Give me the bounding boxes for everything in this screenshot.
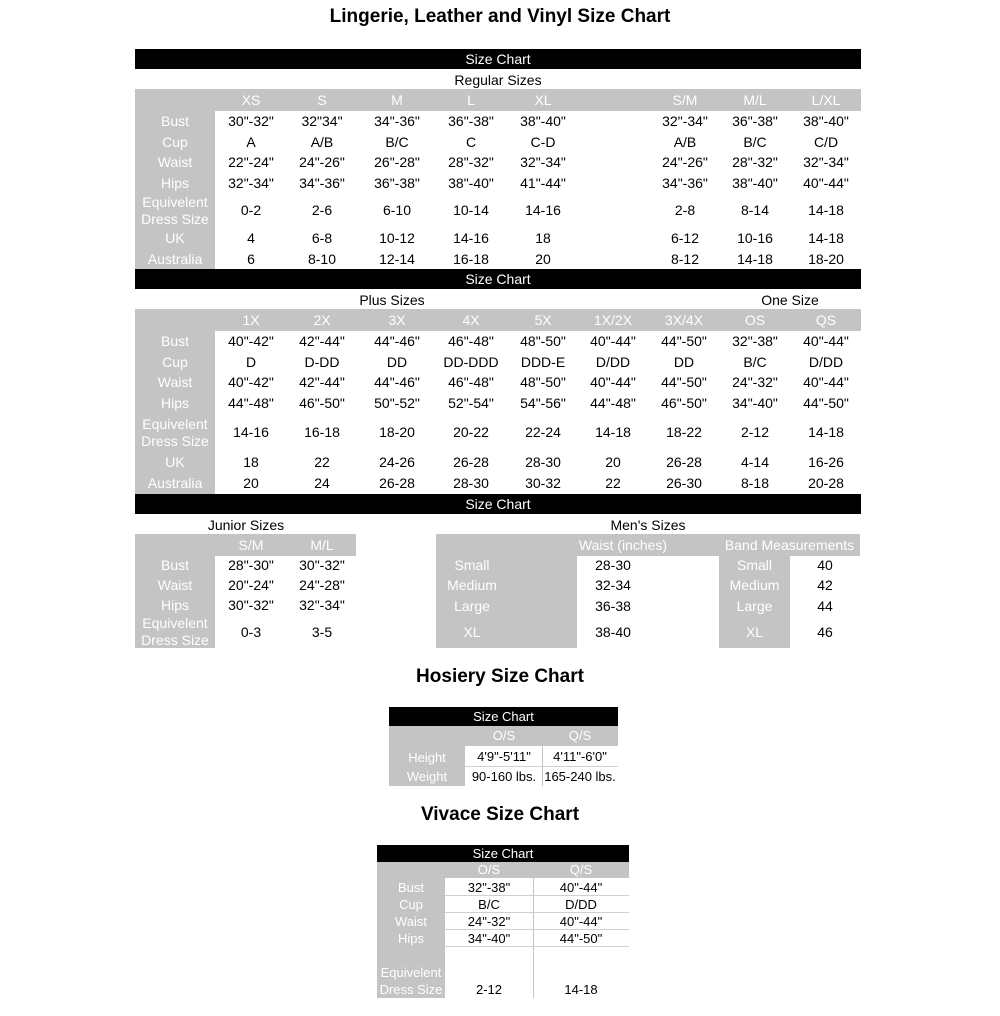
junior-cell: 20"-24" xyxy=(228,577,274,593)
plus-cell: 46"-48" xyxy=(448,333,494,349)
plus-cell: 26-28 xyxy=(453,454,489,470)
regular-cell: 4 xyxy=(247,230,255,246)
regular-cell: B/C xyxy=(385,134,409,150)
regular-cell: 0-2 xyxy=(240,202,262,218)
regular-cell: 8-10 xyxy=(307,251,337,267)
plus-cell: DDD-E xyxy=(520,354,566,370)
mens-band-cell: 40 xyxy=(817,557,833,573)
plus-row-label-bust: Bust xyxy=(160,333,189,349)
junior-cell: 30"-32" xyxy=(299,557,345,573)
regular-row-label-hips: Hips xyxy=(160,174,189,191)
junior-cell: 24"-28" xyxy=(299,577,345,593)
mens-sizes-subtitle: Men's Sizes xyxy=(610,517,686,533)
junior-row-label-hips: Hips xyxy=(160,597,189,613)
regular-cell: 8-12 xyxy=(670,251,700,267)
vivace-cell: 44"-50" xyxy=(559,931,603,946)
plus-cell: 46"-50" xyxy=(661,395,707,411)
hosiery-cell: 4'11"-6'0" xyxy=(553,749,607,764)
mens-band-size-label-medium: Medium xyxy=(729,577,780,593)
regular-cell: 2-8 xyxy=(674,202,696,218)
plus-size-header-1x: 1X xyxy=(242,312,260,328)
regular-cell: 14-18 xyxy=(808,202,844,218)
plus-cell: 20-22 xyxy=(453,424,489,440)
regular-row-label-australia: Australia xyxy=(147,250,203,267)
regular-cell: 18 xyxy=(535,230,551,246)
plus-cell: 40"-42" xyxy=(228,333,274,349)
plus-cell: D-DD xyxy=(304,354,340,370)
hosiery-title: Hosiery Size Chart xyxy=(416,666,584,687)
regular-cell: 32"34" xyxy=(301,113,343,129)
plus-cell: 14-18 xyxy=(808,424,844,440)
regular-cell: 16-18 xyxy=(453,251,489,267)
plus-cell: 44"-48" xyxy=(590,395,636,411)
regular-cell: 18-20 xyxy=(808,251,844,267)
vivace-divider xyxy=(533,878,534,998)
regular-cell: 38"-40" xyxy=(520,113,566,129)
plus-cell: 40"-44" xyxy=(803,333,849,349)
plus-cell: 14-18 xyxy=(595,424,631,440)
vivace-cell: D/DD xyxy=(565,897,597,912)
mens-waist-cell: 36-38 xyxy=(595,598,631,614)
vivace-size-chart-bar: Size Chart xyxy=(377,845,629,862)
plus-cell: 34"-40" xyxy=(732,395,778,411)
regular-cell: 32"-34" xyxy=(803,154,849,170)
plus-size-chart-bar: Size Chart xyxy=(135,269,861,289)
plus-cell: 42"-44" xyxy=(299,374,345,390)
vivace-row-divider xyxy=(445,912,629,913)
mens-size-label-small: Small xyxy=(454,557,490,573)
regular-size-header-l: L xyxy=(467,92,475,108)
regular-cell: 6-10 xyxy=(382,202,412,218)
vivace-size-header-o-s: O/S xyxy=(477,862,501,877)
plus-cell: 42"-44" xyxy=(299,333,345,349)
plus-cell: D/DD xyxy=(808,354,844,370)
plus-cell: 44"-50" xyxy=(803,395,849,411)
vivace-title: Vivace Size Chart xyxy=(420,804,580,825)
plus-row-label-australia: Australia xyxy=(147,475,203,491)
junior-cell: 0-3 xyxy=(240,624,262,640)
regular-cell: 36"-38" xyxy=(374,175,420,191)
regular-cell: 20 xyxy=(535,251,551,267)
regular-cell: 10-16 xyxy=(737,230,773,246)
regular-cell: C/D xyxy=(813,134,839,150)
regular-cell: 32"-34" xyxy=(520,154,566,170)
plus-cell: 44"-50" xyxy=(661,333,707,349)
regular-cell: 32"-34" xyxy=(662,113,708,129)
plus-cell: DD xyxy=(386,354,408,370)
hosiery-size-chart-bar: Size Chart xyxy=(389,707,618,726)
regular-cell: 22"-24" xyxy=(228,154,274,170)
regular-cell: 40"-44" xyxy=(803,175,849,191)
plus-cell: 40"-44" xyxy=(803,374,849,390)
mens-band-size-label-small: Small xyxy=(736,557,772,573)
vivace-cell: B/C xyxy=(478,897,500,912)
regular-size-chart-bar: Size Chart xyxy=(135,49,861,69)
regular-size-header-s: S xyxy=(317,92,327,108)
junior-mens-size-chart-bar: Size Chart xyxy=(135,494,861,514)
plus-cell: 26-30 xyxy=(666,475,702,491)
regular-row-label-uk: UK xyxy=(165,230,185,246)
hosiery-size-header-q-s: Q/S xyxy=(568,728,592,743)
regular-cell: 34"-36" xyxy=(374,113,420,129)
hosiery-row-divider xyxy=(465,766,618,767)
regular-cell: 10-12 xyxy=(379,230,415,246)
regular-cell: 24"-26" xyxy=(299,154,345,170)
plus-size-header-3x-4x: 3X/4X xyxy=(664,312,704,328)
vivace-row-label-equivelent-dress-size: Equivelent Dress Size xyxy=(379,965,443,997)
regular-cell: 26"-28" xyxy=(374,154,420,170)
plus-sizes-subtitle: Plus Sizes xyxy=(359,292,425,308)
hosiery-row-label-weight: Weight xyxy=(406,769,448,784)
plus-size-header-1x-2x: 1X/2X xyxy=(593,312,633,328)
plus-cell: 20 xyxy=(243,475,259,491)
hosiery-cell: 4'9"-5'11" xyxy=(477,749,531,764)
regular-cell: 28"-32" xyxy=(448,154,494,170)
vivace-cell: 32"-38" xyxy=(467,880,511,895)
mens-band-size-label-xl: XL xyxy=(745,624,764,640)
plus-row-label-equivelent-dress-size: Equivelent Dress Size xyxy=(141,415,209,449)
plus-size-header-3x: 3X xyxy=(388,312,406,328)
plus-cell: DD xyxy=(673,354,695,370)
regular-cell: B/C xyxy=(743,134,767,150)
mens-waist-cell: 28-30 xyxy=(595,557,631,573)
vivace-row-label-cup: Cup xyxy=(399,897,423,912)
plus-size-header-5x: 5X xyxy=(534,312,552,328)
junior-row-label-bust: Bust xyxy=(160,556,189,573)
vivace-cell: 34"-40" xyxy=(467,931,511,946)
regular-cell: 10-14 xyxy=(453,202,489,218)
plus-cell: 16-18 xyxy=(304,424,340,440)
plus-cell: 32"-38" xyxy=(732,333,778,349)
plus-cell: 18-22 xyxy=(666,424,702,440)
one-size-subtitle: One Size xyxy=(761,292,819,308)
hosiery-row-label-height: Height xyxy=(408,749,446,765)
regular-size-header-s-m: S/M xyxy=(672,92,698,108)
plus-size-header-os: OS xyxy=(744,312,766,328)
plus-cell: 18-20 xyxy=(379,424,415,440)
junior-cell: 3-5 xyxy=(311,624,333,640)
regular-cell: 38"-40" xyxy=(732,175,778,191)
plus-cell: 28-30 xyxy=(525,454,561,470)
vivace-row-label-waist: Waist xyxy=(394,914,428,929)
plus-cell: 44"-48" xyxy=(228,395,274,411)
mens-size-label-medium: Medium xyxy=(447,577,497,593)
regular-cell: 8-14 xyxy=(740,202,770,218)
plus-size-header-qs: QS xyxy=(815,312,837,328)
mens-size-label-xl: XL xyxy=(463,624,481,640)
regular-row-label-waist: Waist xyxy=(157,154,193,170)
mens-band-cell: 46 xyxy=(817,624,833,640)
plus-cell: 2-12 xyxy=(740,424,770,440)
regular-cell: 34"-36" xyxy=(662,175,708,191)
plus-cell: 4-14 xyxy=(740,454,770,470)
plus-cell: 44"-46" xyxy=(374,333,420,349)
plus-cell: 40"-42" xyxy=(228,374,274,390)
vivace-cell: 40"-44" xyxy=(559,914,603,929)
regular-cell: 32"-34" xyxy=(228,175,274,191)
regular-cell: 12-14 xyxy=(379,251,415,267)
plus-cell: 20 xyxy=(605,454,621,470)
plus-row-label-cup: Cup xyxy=(162,353,188,370)
regular-cell: 14-18 xyxy=(737,251,773,267)
mens-band-cell: 44 xyxy=(817,598,833,614)
regular-cell: 24"-26" xyxy=(662,154,708,170)
vivace-cell: 2-12 xyxy=(475,982,503,997)
plus-cell: 44"-50" xyxy=(661,374,707,390)
hosiery-cell: 165-240 lbs. xyxy=(544,769,616,784)
vivace-row-label-bust: Bust xyxy=(397,880,424,895)
plus-cell: 20-28 xyxy=(808,475,844,491)
regular-cell: 30"-32" xyxy=(228,113,274,129)
plus-cell: 22 xyxy=(314,454,330,470)
regular-cell: 34"-36" xyxy=(299,175,345,191)
junior-size-header-m-l: M/L xyxy=(310,537,334,553)
page-title: Lingerie, Leather and Vinyl Size Chart xyxy=(329,6,671,27)
regular-sizes-subtitle: Regular Sizes xyxy=(454,72,542,88)
regular-cell: 6-12 xyxy=(670,230,700,246)
plus-cell: 14-16 xyxy=(233,424,269,440)
vivace-cell: 14-18 xyxy=(564,982,598,997)
mens-band-header: Band Measurements xyxy=(724,537,855,553)
plus-cell: 24-26 xyxy=(379,454,415,470)
regular-cell: 2-6 xyxy=(311,202,333,218)
plus-cell: 24"-32" xyxy=(732,374,778,390)
vivace-row-divider xyxy=(445,946,629,947)
regular-cell: 14-18 xyxy=(808,230,844,246)
plus-row-label-uk: UK xyxy=(165,454,185,470)
plus-cell: 24 xyxy=(314,475,330,491)
regular-cell: 36"-38" xyxy=(732,113,778,129)
regular-size-header-l-xl: L/XL xyxy=(811,92,841,108)
plus-cell: 54"-56" xyxy=(520,395,566,411)
plus-cell: 48"-50" xyxy=(520,374,566,390)
plus-row-label-hips: Hips xyxy=(160,394,189,411)
plus-cell: 22-24 xyxy=(525,424,561,440)
hosiery-size-header-o-s: O/S xyxy=(492,728,516,743)
regular-size-header-m-l: M/L xyxy=(743,92,767,108)
mens-band-size-label-large: Large xyxy=(736,598,773,614)
regular-cell: A/B xyxy=(673,134,697,150)
junior-cell: 30"-32" xyxy=(228,597,274,613)
vivace-row-label-hips: Hips xyxy=(397,931,424,946)
plus-cell: 18 xyxy=(243,454,259,470)
plus-cell: 26-28 xyxy=(666,454,702,470)
regular-cell: 41"-44" xyxy=(520,175,566,191)
regular-cell: 38"-40" xyxy=(448,175,494,191)
junior-size-header-s-m: S/M xyxy=(238,537,264,553)
junior-row-label-waist: Waist xyxy=(157,576,193,593)
regular-cell: 36"-38" xyxy=(448,113,494,129)
plus-cell: 46"-50" xyxy=(299,395,345,411)
plus-cell: 22 xyxy=(605,475,621,491)
plus-cell: 30-32 xyxy=(525,475,561,491)
plus-cell: 26-28 xyxy=(379,475,415,491)
regular-cell: 6 xyxy=(247,251,255,267)
vivace-row-divider xyxy=(445,895,629,896)
vivace-size-header-q-s: Q/S xyxy=(569,862,593,877)
plus-size-header-2x: 2X xyxy=(313,312,331,328)
regular-cell: 14-16 xyxy=(525,202,561,218)
plus-cell: 40"-44" xyxy=(590,374,636,390)
plus-cell: 40"-44" xyxy=(590,333,636,349)
mens-size-label-large: Large xyxy=(454,598,490,614)
plus-cell: 28-30 xyxy=(453,475,489,491)
regular-row-label-cup: Cup xyxy=(162,133,188,150)
regular-size-header-xl: XL xyxy=(534,92,552,108)
hosiery-cell: 90-160 lbs. xyxy=(471,769,537,784)
plus-cell: 48"-50" xyxy=(520,333,566,349)
plus-cell: 50"-52" xyxy=(374,395,420,411)
vivace-cell: 40"-44" xyxy=(559,880,603,895)
regular-cell: A xyxy=(246,134,256,150)
plus-cell: D xyxy=(245,354,257,370)
regular-cell: C xyxy=(465,134,477,150)
regular-row-label-equivelent-dress-size: Equivelent Dress Size xyxy=(141,193,209,227)
plus-cell: DD-DDD xyxy=(443,354,499,370)
plus-cell: 44"-46" xyxy=(374,374,420,390)
plus-size-header-4x: 4X xyxy=(462,312,480,328)
plus-cell: B/C xyxy=(743,354,767,370)
regular-row-label-bust: Bust xyxy=(160,113,189,129)
mens-waist-header: Waist (inches) xyxy=(578,537,668,553)
regular-cell: 38"-40" xyxy=(803,113,849,129)
junior-sizes-subtitle: Junior Sizes xyxy=(207,517,285,533)
regular-cell: 28"-32" xyxy=(732,154,778,170)
regular-size-header-xs: XS xyxy=(241,92,261,108)
vivace-row-divider xyxy=(445,929,629,930)
mens-waist-cell: 32-34 xyxy=(595,577,631,593)
junior-cell: 28"-30" xyxy=(228,557,274,573)
regular-cell: 14-16 xyxy=(453,230,489,246)
regular-size-header-m: M xyxy=(391,92,403,108)
plus-cell: 8-18 xyxy=(740,475,770,491)
plus-cell: 52"-54" xyxy=(448,395,494,411)
regular-cell: A/B xyxy=(310,134,334,150)
mens-band-cell: 42 xyxy=(817,577,833,593)
mens-waist-cell: 38-40 xyxy=(595,624,631,640)
plus-row-label-waist: Waist xyxy=(157,374,193,390)
regular-cell: C-D xyxy=(530,134,556,150)
plus-cell: D/DD xyxy=(595,354,631,370)
vivace-cell: 24"-32" xyxy=(467,914,511,929)
plus-cell: 16-26 xyxy=(808,454,844,470)
plus-cell: 46"-48" xyxy=(448,374,494,390)
junior-cell: 32"-34" xyxy=(299,597,345,613)
junior-row-label-equivelent-dress-size: Equivelent Dress Size xyxy=(141,615,209,648)
regular-cell: 6-8 xyxy=(311,230,333,246)
